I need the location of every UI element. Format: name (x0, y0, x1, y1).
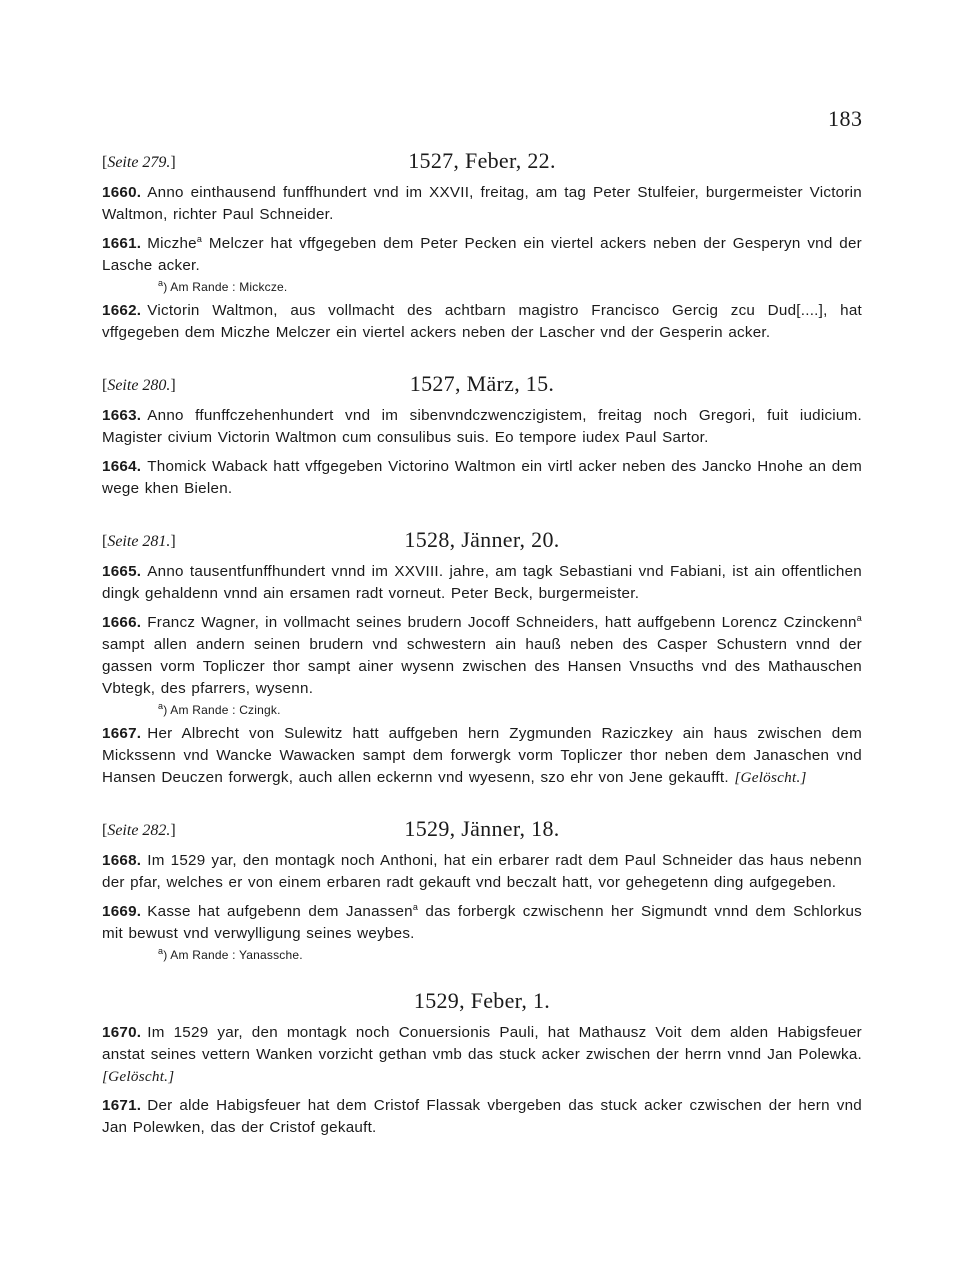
entry-1660: 1660. Anno einthausend funffhundert vnd im XXVII, freitag, am tag Peter Stulfeier, burgermeister Victorin Waltmon, richter Paul Schneider. (102, 184, 862, 223)
section-heading (102, 148, 862, 182)
entry-1665: 1665. Anno tausentfunffhundert vnnd im XXVIII. jahre, am tagk Sebastiani vnd Fabiani, ist ain offentlichen dingk gehaldenn vnnd ain ersamen radt vorneut. Peter Beck, burgermeister. (102, 563, 862, 602)
page-reference: [Seite 280.] (102, 377, 176, 394)
page-reference: [Seite 279.] (102, 154, 176, 171)
entry-1664: 1664. Thomick Waback hatt vffgegeben Victorino Waltmon ein virtl acker neben des Jancko Hnohe an dem wege khen Bielen. (102, 458, 862, 497)
footnote: $^a$) Am Rande : Czingk. (158, 701, 281, 717)
section-1529-feber (102, 988, 862, 1139)
footnote-marker: a (196, 233, 203, 244)
entry-date-heading: 1527, Feber, 22. (408, 148, 556, 173)
entry-1666: 1666. Francz Wagner, in vollmacht seines brudern Jocoff Schneiders, hatt auffgebenn Lorencz Czinckenn$^a$ sampt allen andern seinen brudern vnd schwestern ain hauß neben des Casper Schustern vnnd der gassen vorm Topliczer thor sampt ainer wysenn zwischen des Hansen Vnsucths vnd des Mathauschen Vbtegk, des pfarrers, wysenn. (102, 612, 862, 697)
section-1528-jaenner (102, 527, 862, 789)
entry-1671: 1671. Der alde Habigsfeuer hat dem Cristof Flassak vbergeben das stuck acker czwischen der hern vnd Jan Polewken, das der Cristof gekauft. (102, 1097, 862, 1136)
section-heading (102, 816, 862, 850)
entry-1662: 1662. Victorin Waltmon, aus vollmacht des achtbarn magistro Francisco Gercig zcu Dud[....], hat vffgegeben dem Miczhe Melczer ein viertel ackers neben der Lascher vnd der Gesperin acker. (102, 302, 862, 341)
entry-1670: 1670. Im 1529 yar, den montagk noch Conuersionis Pauli, hat Mathausz Voit dem alden Habigsfeuer anstat seines vettern Wanken vorzicht gethan vmb das stuck acker zwischen der herrn vnnd Jan Polewka. [Gelöscht.] (102, 1024, 862, 1085)
section-1527-feber (102, 148, 862, 344)
entry-date-heading: 1527, März, 15. (409, 371, 555, 396)
section-1527-maerz (102, 371, 862, 500)
page-reference: [Seite 281.] (102, 533, 176, 550)
entry-1661: 1661. Miczhe$^a$ Melczer hat vffgegeben dem Peter Pecken ein viertel ackers neben der Gesperyn vnd der Lasche acker. (102, 233, 862, 274)
page-content (102, 148, 862, 1146)
section-heading (102, 527, 862, 561)
deletion-note: [Gelöscht.] (102, 1068, 175, 1085)
deletion-note: [Gelöscht.] (734, 769, 807, 786)
entry-1669: 1669. Kasse hat aufgebenn dem Janassen$^a$ das forbergk czwischenn her Sigmundt vnnd dem Schlorkus mit bewust vnd verwylligung seines weybes. (102, 901, 863, 942)
footnote: $^a$) Am Rande : Yanassche. (158, 946, 303, 962)
entry-1668: 1668. Im 1529 yar, den montagk noch Anthoni, hat ein erbarer radt dem Paul Schneider das haus nebenn der pfar, welches er von einem erbaren radt gekauft vnd beczalt hatt, vor gehegetenn ding aufgegeben. (102, 852, 862, 891)
page-number: 183 (828, 106, 863, 131)
section-1529-jaenner (102, 816, 862, 962)
section-heading (102, 371, 862, 405)
entry-date-heading: 1528, Jänner, 20. (404, 527, 560, 552)
footnote: $^a$) Am Rande : Mickcze. (158, 278, 288, 294)
page-reference: [Seite 282.] (102, 822, 176, 839)
entry-1663: 1663. Anno ffunffczehenhundert vnd im sibenvndczwenczigistem, freitag noch Gregori, fuit iudicium. Magister civium Victorin Waltmon cum consulibus suis. Eo tempore iudex Paul Sartor. (102, 407, 862, 446)
footnote-marker: a (856, 612, 862, 623)
entry-date-heading: 1529, Jänner, 18. (404, 816, 560, 841)
footnote-marker: a (412, 901, 419, 912)
entry-1667: 1667. Her Albrecht von Sulewitz hatt auffgeben hern Zygmunden Raziczkey ain haus zwischen dem Mickssenn vnd Wancke Wawacken sampt dem forwergk vorm Topliczer thor neben dem Janaschen vnd Hansen Deuczen forwergk, auch allen eckernn vnd wyesenn, szo ehr von Jene gekaufft. [Gelöscht.] (102, 725, 862, 786)
section-heading (102, 988, 862, 1022)
entry-date-heading: 1529, Feber, 1. (413, 988, 551, 1013)
